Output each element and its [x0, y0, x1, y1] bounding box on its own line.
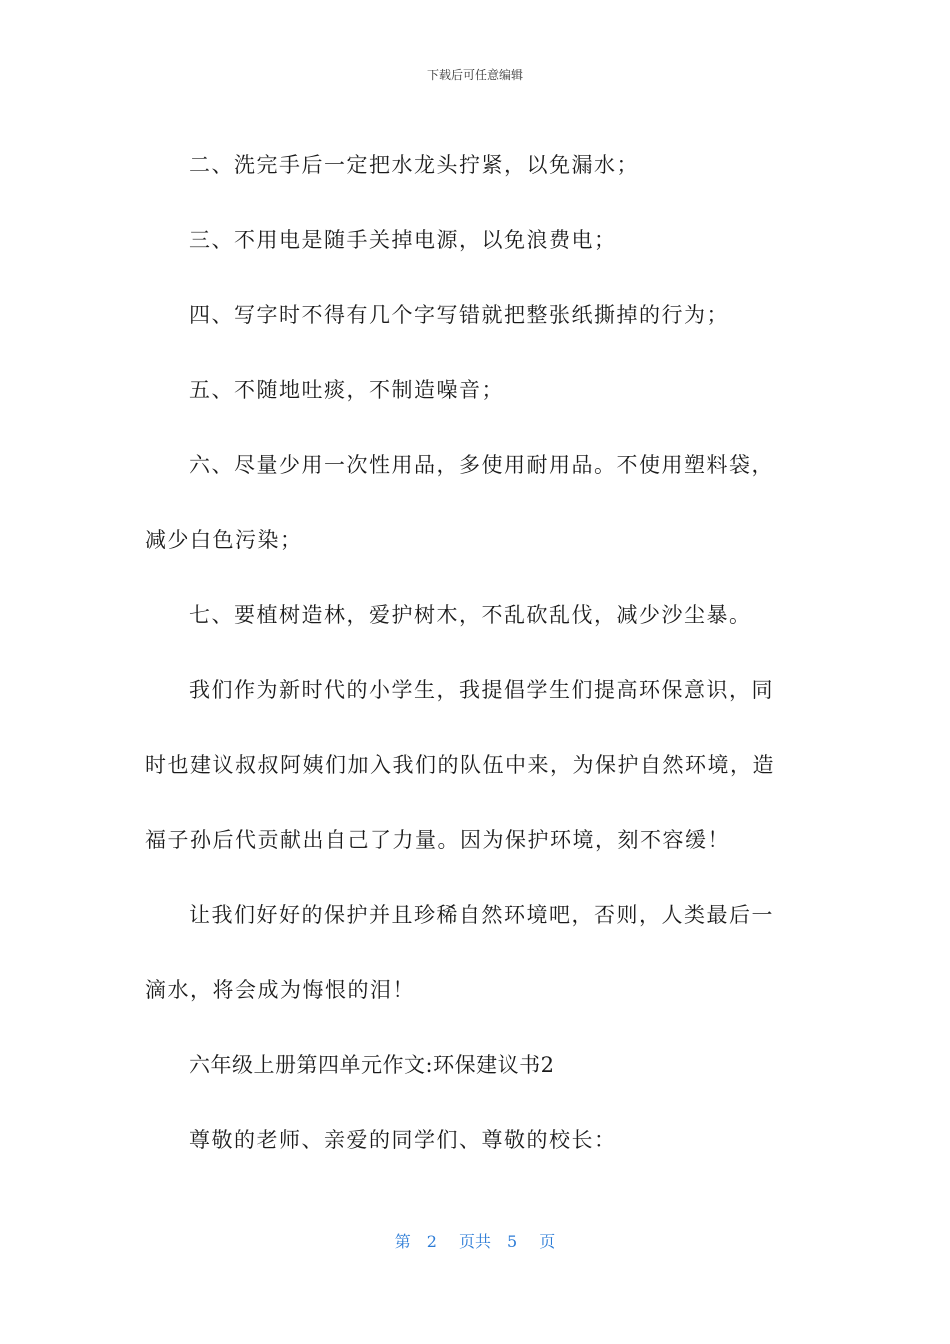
document-body: [145, 128, 795, 1178]
paragraph-proposal: 我们作为新时代的小学生，我提倡学生们提高环保意识，同时也建议叔叔阿姨们加入我们的队伍中来，为保护自然环境，造福子孙后代贡献出自己了力量。因为保护环境，刻不容缓！: [145, 678, 775, 852]
current-page-number: 2: [426, 1232, 437, 1251]
essay-title: 六年级上册第四单元作文:环保建议书2: [189, 1053, 555, 1077]
page-number-footer: [0, 1229, 950, 1252]
paragraph-item-6: 六、尽量少用一次性用品，多使用耐用品。不使用塑料袋，减少白色污染；: [145, 453, 774, 552]
total-pages-number: 5: [507, 1232, 518, 1251]
paragraph-closing: 让我们好好的保护并且珍稀自然环境吧，否则，人类最后一滴水，将会成为悔恨的泪！: [145, 903, 774, 1002]
paragraph-item-5: 五、不随地吐痰，不制造噪音；: [189, 378, 504, 402]
paragraph-item-3: 三、不用电是随手关掉电源，以免浪费电；: [189, 228, 617, 252]
footer-suffix: 页: [539, 1232, 556, 1251]
salutation: 尊敬的老师、亲爱的同学们、尊敬的校长：: [189, 1128, 617, 1152]
footer-prefix: 第: [394, 1232, 411, 1251]
footer-middle: 页共: [458, 1232, 491, 1251]
paragraph-item-7: 七、要植树造林，爱护树木，不乱砍乱伐，减少沙尘暴。: [189, 603, 752, 627]
paragraph-item-4: 四、写字时不得有几个字写错就把整张纸撕掉的行为；: [189, 303, 729, 327]
download-note-header: 下载后可任意编辑: [426, 68, 523, 82]
paragraph-item-2: 二、洗完手后一定把水龙头拧紧，以免漏水；: [189, 153, 639, 177]
